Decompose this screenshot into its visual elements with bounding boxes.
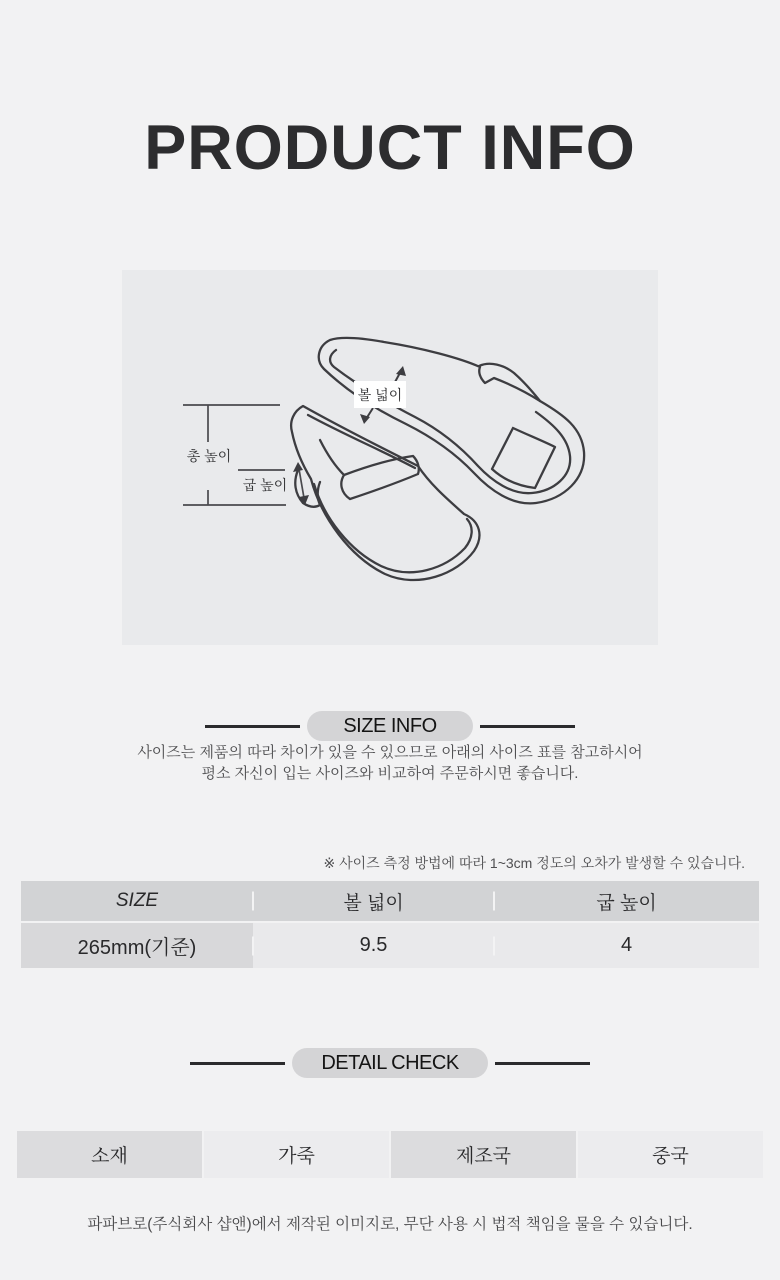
divider-line-right: [480, 725, 575, 728]
detail-check-badge: DETAIL CHECK: [292, 1048, 487, 1078]
size-table-cell-ball-width: 9.5: [253, 923, 494, 968]
size-table-cell-size: 265mm(기준): [21, 923, 253, 968]
size-info-section-header: [0, 711, 780, 741]
size-table: [21, 881, 759, 968]
detail-country-value: 중국: [578, 1131, 763, 1178]
detail-material-label: 소재: [17, 1131, 202, 1178]
divider-line-left: [205, 725, 300, 728]
divider-line-left: [190, 1062, 285, 1065]
detail-table: [17, 1131, 763, 1178]
size-description: [0, 742, 780, 784]
shoe-measurement-illustration: [122, 270, 658, 645]
size-table-header-heel-height: 굽 높이: [596, 892, 657, 914]
detail-check-section-header: [0, 1048, 780, 1078]
ball-width-label: 볼 넓이: [357, 387, 403, 403]
size-tolerance-note: ※ 사이즈 측정 방법에 따라 1~3cm 정도의 오차가 발생할 수 있습니다.: [323, 855, 745, 871]
size-table-header-row: [21, 881, 759, 921]
copyright-disclaimer: 파파브로(주식회사 샵앤)에서 제작된 이미지로, 무단 사용 시 법적 책임을 물을 수 있습니다.: [87, 1216, 693, 1233]
size-table-cell-heel-height: 4: [620, 934, 633, 956]
size-description-line2: 평소 자신이 입는 사이즈와 비교하여 주문하시면 좋습니다.: [201, 765, 579, 782]
total-height-label: 총 높이: [186, 448, 232, 464]
shoe-diagram-box: [122, 270, 658, 645]
size-table-header-size: SIZE: [21, 881, 253, 921]
detail-country-label: 제조국: [391, 1131, 576, 1178]
size-table-row: [21, 923, 759, 968]
divider-line-right: [495, 1062, 590, 1065]
size-info-badge: SIZE INFO: [307, 711, 473, 741]
size-description-line1: 사이즈는 제품의 따라 차이가 있을 수 있으므로 아래의 사이즈 표를 참고하시어: [137, 744, 643, 761]
page-title: PRODUCT INFO: [144, 113, 636, 183]
heel-height-label: 굽 높이: [242, 477, 288, 493]
detail-material-value: 가죽: [204, 1131, 389, 1178]
size-table-header-ball-width: 볼 넓이: [253, 881, 494, 921]
